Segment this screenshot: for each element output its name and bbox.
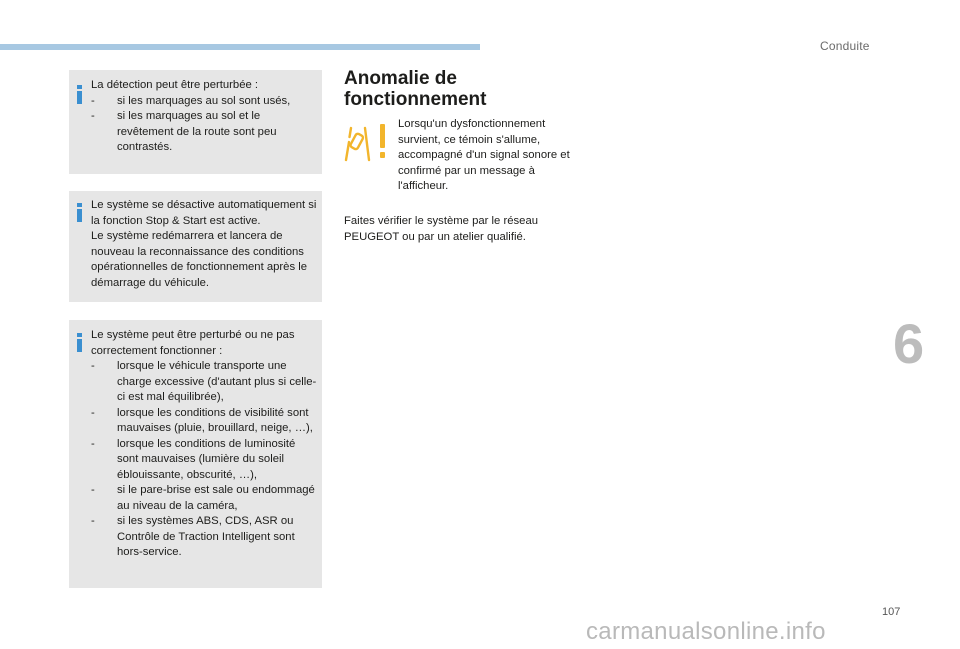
chapter-number: 6 [893,312,925,375]
anomaly-description: Lorsqu'un dysfonctionnement survient, ce témoin s'allume, accompagné d'un signal sonore et confirmé par un message à l'afficheur. [398,118,570,192]
section-title: Conduite [820,39,870,53]
info-box-stop-start [69,191,322,302]
page-number: 107 [882,606,901,618]
info-box-detection [69,70,322,174]
header-accent-bar [0,44,480,50]
list-item: - lorsque le véhicule transporte une charge excessive (d'autant plus si celle-ci est mal équilibrée), [91,360,317,403]
lane-departure-warning-icon [343,120,391,162]
info-box-paragraph: Le système redémarrera et lancera de nouveau la reconnaissance des conditions opérationnelles de fonctionnement après le démarrage du véhicule. [91,230,308,289]
info-box-text [91,198,318,291]
info-box-intro: Le système peut être perturbé ou ne pas correctement fonctionner : [91,329,295,357]
list-item: - si les marquages au sol sont usés, [91,94,291,107]
list-item: - si le pare-brise est sale ou endommagé au niveau de la caméra, [91,484,315,512]
info-box-disturbances [69,320,322,588]
list-item: - lorsque les conditions de visibilité sont mauvaises (pluie, brouillard, neige, …), [91,406,313,434]
list-item: - si les systèmes ABS, CDS, ASR ou Contrôle de Traction Intelligent sont hors-service. [91,515,295,558]
info-box-text [91,78,318,156]
info-box-text [91,328,318,561]
anomaly-check-instruction: Faites vérifier le système par le réseau PEUGEOT ou par un atelier qualifié. [344,215,539,243]
watermark: carmanualsonline.info [586,618,826,645]
info-box-paragraph: Le système se désactive automatiquement si la fonction Stop & Start est active. [91,199,317,227]
info-box-intro: La détection peut être perturbée : [91,79,259,91]
list-item: - lorsque les conditions de luminosité sont mauvaises (lumière du soleil éblouissante, obscurité, …), [91,437,296,481]
section-heading: Anomalie de fonctionnement [344,68,487,110]
list-item: - si les marquages au sol et le revêtement de la route sont peu contrastés. [91,110,277,153]
